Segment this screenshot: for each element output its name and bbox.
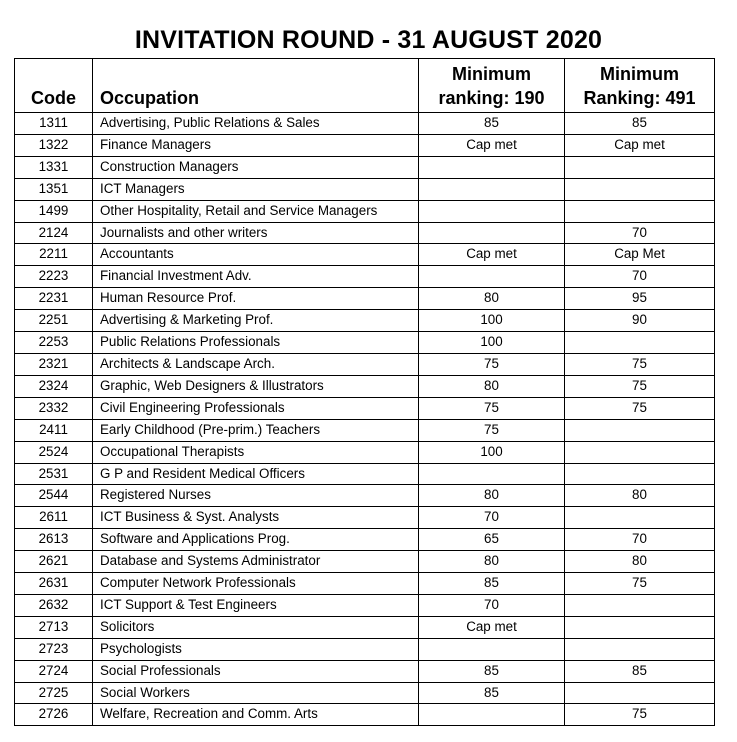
code-cell: 1322 (15, 134, 93, 156)
occupation-cell: Graphic, Web Designers & Illustrators (93, 375, 419, 397)
ranking-491-cell (565, 156, 715, 178)
occupation-cell: Accountants (93, 244, 419, 266)
code-cell: 2324 (15, 375, 93, 397)
table-row (15, 222, 715, 244)
occupation-cell: Finance Managers (93, 134, 419, 156)
ranking-491-cell: 75 (565, 375, 715, 397)
code-cell: 2613 (15, 529, 93, 551)
column-header-occupation-label: Occupation (100, 88, 200, 108)
code-cell: 2723 (15, 638, 93, 660)
ranking-190-cell: 80 (419, 485, 565, 507)
table-body (15, 113, 715, 726)
ranking-190-cell (419, 463, 565, 485)
column-header-code (15, 59, 93, 113)
code-cell: 1331 (15, 156, 93, 178)
table-row (15, 704, 715, 726)
ranking-491-cell: Cap met (565, 134, 715, 156)
table-row (15, 178, 715, 200)
ranking-491-cell: 75 (565, 353, 715, 375)
code-cell: 2124 (15, 222, 93, 244)
code-cell: 2531 (15, 463, 93, 485)
occupation-cell: Journalists and other writers (93, 222, 419, 244)
table-row (15, 485, 715, 507)
code-cell: 2253 (15, 332, 93, 354)
ranking-190-cell: 65 (419, 529, 565, 551)
occupation-cell: Civil Engineering Professionals (93, 397, 419, 419)
table-row (15, 419, 715, 441)
code-cell: 2332 (15, 397, 93, 419)
occupation-cell: Public Relations Professionals (93, 332, 419, 354)
ranking-190-cell: 75 (419, 419, 565, 441)
code-cell: 2726 (15, 704, 93, 726)
ranking-190-cell (419, 200, 565, 222)
column-header-code-label: Code (31, 88, 76, 108)
table-row (15, 156, 715, 178)
column-header-ranking-190 (419, 59, 565, 113)
occupation-cell: Construction Managers (93, 156, 419, 178)
code-cell: 2713 (15, 616, 93, 638)
ranking-491-cell: 75 (565, 397, 715, 419)
ranking-491-cell: 70 (565, 266, 715, 288)
occupation-cell: Advertising, Public Relations & Sales (93, 113, 419, 135)
code-cell: 2411 (15, 419, 93, 441)
code-cell: 2544 (15, 485, 93, 507)
code-cell: 2251 (15, 310, 93, 332)
code-cell: 2724 (15, 660, 93, 682)
table-row (15, 507, 715, 529)
occupation-cell: Social Professionals (93, 660, 419, 682)
code-cell: 2321 (15, 353, 93, 375)
code-cell: 2631 (15, 573, 93, 595)
code-cell: 2231 (15, 288, 93, 310)
table-row (15, 353, 715, 375)
table-row (15, 573, 715, 595)
ranking-190-cell: 85 (419, 660, 565, 682)
code-cell: 1351 (15, 178, 93, 200)
ranking-491-cell (565, 419, 715, 441)
ranking-190-cell: Cap met (419, 134, 565, 156)
ranking-190-cell: 75 (419, 353, 565, 375)
table-row (15, 113, 715, 135)
occupation-cell: ICT Managers (93, 178, 419, 200)
table-row (15, 134, 715, 156)
ranking-190-cell: 70 (419, 507, 565, 529)
occupation-cell: Social Workers (93, 682, 419, 704)
table-row (15, 266, 715, 288)
table-row (15, 375, 715, 397)
occupation-cell: Human Resource Prof. (93, 288, 419, 310)
table-row (15, 244, 715, 266)
table-row (15, 310, 715, 332)
code-cell: 2223 (15, 266, 93, 288)
ranking-491-cell (565, 594, 715, 616)
code-cell: 2524 (15, 441, 93, 463)
ranking-190-cell (419, 266, 565, 288)
ranking-190-cell: 85 (419, 682, 565, 704)
table-row (15, 332, 715, 354)
ranking-190-cell: 100 (419, 310, 565, 332)
ranking-190-cell: Cap met (419, 244, 565, 266)
table-row (15, 660, 715, 682)
table-row (15, 288, 715, 310)
occupation-cell: Database and Systems Administrator (93, 551, 419, 573)
ranking-190-cell: 80 (419, 551, 565, 573)
ranking-190-cell: Cap met (419, 616, 565, 638)
occupation-cell: Financial Investment Adv. (93, 266, 419, 288)
ranking-190-cell: 100 (419, 332, 565, 354)
occupation-cell: Welfare, Recreation and Comm. Arts (93, 704, 419, 726)
ranking-491-cell: 95 (565, 288, 715, 310)
occupation-cell: Early Childhood (Pre-prim.) Teachers (93, 419, 419, 441)
ranking-190-cell: 75 (419, 397, 565, 419)
table-row (15, 638, 715, 660)
occupation-cell: Advertising & Marketing Prof. (93, 310, 419, 332)
ranking-491-cell: 85 (565, 660, 715, 682)
ranking-190-cell: 85 (419, 113, 565, 135)
table-row (15, 529, 715, 551)
table-row (15, 594, 715, 616)
ranking-491-cell (565, 638, 715, 660)
ranking-491-cell (565, 507, 715, 529)
ranking-190-cell: 100 (419, 441, 565, 463)
occupation-cell: Architects & Landscape Arch. (93, 353, 419, 375)
ranking-491-cell: Cap Met (565, 244, 715, 266)
ranking-491-cell: 75 (565, 704, 715, 726)
table-row (15, 551, 715, 573)
code-cell: 2211 (15, 244, 93, 266)
page-title: INVITATION ROUND - 31 AUGUST 2020 (134, 26, 603, 54)
ranking-491-cell (565, 682, 715, 704)
ranking-190-cell: 80 (419, 288, 565, 310)
occupation-cell: Computer Network Professionals (93, 573, 419, 595)
ranking-491-cell (565, 616, 715, 638)
ranking-190-cell (419, 222, 565, 244)
ranking-491-cell (565, 332, 715, 354)
occupation-cell: ICT Support & Test Engineers (93, 594, 419, 616)
ranking-491-cell (565, 463, 715, 485)
occupation-cell: Occupational Therapists (93, 441, 419, 463)
ranking-491-cell: 70 (565, 222, 715, 244)
ranking-190-cell: 80 (419, 375, 565, 397)
column-header-ranking-491 (565, 59, 715, 113)
column-header-occupation (93, 59, 419, 113)
table-row (15, 397, 715, 419)
code-cell: 2725 (15, 682, 93, 704)
ranking-491-cell (565, 441, 715, 463)
ranking-190-cell: 85 (419, 573, 565, 595)
ranking-491-cell: 90 (565, 310, 715, 332)
occupation-cell: Psychologists (93, 638, 419, 660)
table-row (15, 200, 715, 222)
ranking-190-cell (419, 704, 565, 726)
ranking-491-cell: 80 (565, 551, 715, 573)
ranking-491-cell: 75 (565, 573, 715, 595)
ranking-190-cell (419, 178, 565, 200)
ranking-190-cell: 70 (419, 594, 565, 616)
code-cell: 1499 (15, 200, 93, 222)
occupation-cell: Solicitors (93, 616, 419, 638)
column-header-ranking-190-line2: ranking: 190 (438, 88, 545, 108)
ranking-190-cell (419, 156, 565, 178)
table-header-row (15, 59, 715, 113)
table-row (15, 682, 715, 704)
occupation-cell: Other Hospitality, Retail and Service Managers (93, 200, 419, 222)
ranking-491-cell: 85 (565, 113, 715, 135)
table-row (15, 441, 715, 463)
occupation-cell: Registered Nurses (93, 485, 419, 507)
table-row (15, 463, 715, 485)
ranking-190-cell (419, 638, 565, 660)
column-header-ranking-491-line1: Minimum (600, 64, 679, 84)
code-cell: 1311 (15, 113, 93, 135)
ranking-table (14, 58, 715, 726)
column-header-ranking-190-line1: Minimum (452, 64, 531, 84)
occupation-cell: Software and Applications Prog. (93, 529, 419, 551)
ranking-491-cell: 80 (565, 485, 715, 507)
occupation-cell: ICT Business & Syst. Analysts (93, 507, 419, 529)
code-cell: 2621 (15, 551, 93, 573)
ranking-491-cell (565, 178, 715, 200)
ranking-491-cell: 70 (565, 529, 715, 551)
occupation-cell: G P and Resident Medical Officers (93, 463, 419, 485)
code-cell: 2632 (15, 594, 93, 616)
column-header-ranking-491-line2: Ranking: 491 (583, 88, 696, 108)
code-cell: 2611 (15, 507, 93, 529)
ranking-491-cell (565, 200, 715, 222)
table-row (15, 616, 715, 638)
